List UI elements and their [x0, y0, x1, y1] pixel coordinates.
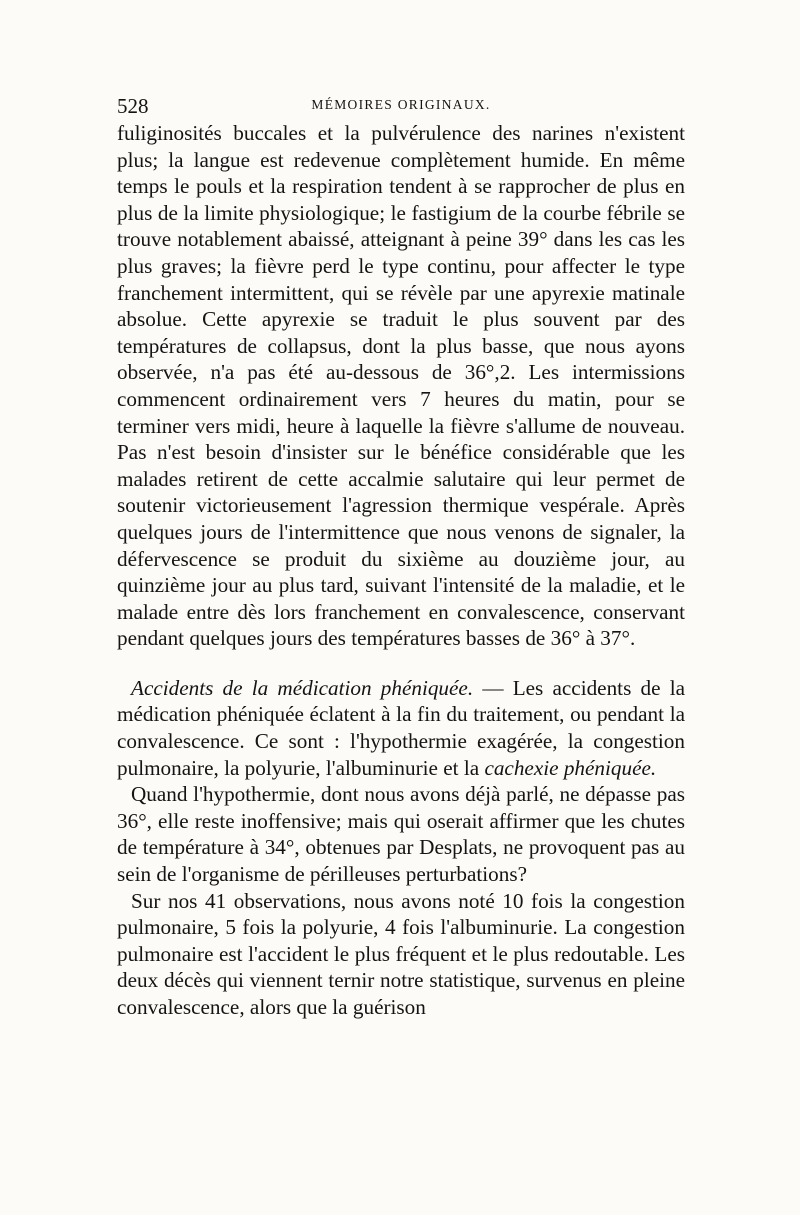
paragraph-2-text: — Les accidents de la médication phéniquée éclatent à la fin du traitement, ou pendant la convalescence. Ce sont : l'hypothermie exagérée, la congestion pulmonaire, la polyurie, l'albuminurie et la [117, 675, 685, 780]
running-title: MÉMOIRES ORIGINAUX. [311, 97, 491, 112]
page-content [117, 94, 685, 1021]
paragraph-1: fuliginosités buccales et la pulvérulence des narines n'existent plus; la langue est redevenue complètement humide. En même temps le pouls et la respiration tendent à se rapprocher de plus en plus de la limite physiologique; le fastigium de la courbe fébrile se trouve notablement abaissé, atteignant à peine 39° dans les cas les plus graves; la fièvre perd le type continu, pour affecter le type franchement intermittent, qui se révèle par une apyrexie matinale absolue. Cette apyrexie se traduit le plus souvent par des températures de collapsus, dont la plus basse, que nous ayons observée, n'a pas été au-dessous de 36°,2. Les intermissions commencent ordinairement vers 7 heures du matin, pour se terminer vers midi, heure à laquelle la fièvre s'allume de nouveau. Pas n'est besoin d'insister sur le bénéfice considérable que les malades retirent de cette accalmie salutaire qui leur permet de soutenir victorieusement l'agression thermique vespérale. Après quelques jours de l'intermittence que nous venons de signaler, la défervescence se produit du sixième au douzième jour, au quinzième jour au plus tard, suivant l'intensité de la maladie, et le malade entre dès lors franchement en convalescence, conservant pendant quelques jours des températures basses de 36° à 37°. [117, 121, 685, 651]
section-heading: Accidents de la médication phéniquée. [131, 675, 474, 700]
paragraph-2-italic-term: cachexie phéniquée. [484, 755, 657, 780]
page-header [117, 94, 685, 120]
paragraph-3: Quand l'hypothermie, dont nous avons déjà parlé, ne dépasse pas 36°, elle reste inoffensive; mais qui oserait affirmer que les chutes de température à 34°, obtenues par Desplats, ne provoquent pas au sein de l'organisme de périlleuses perturbations? [117, 782, 685, 887]
page-number: 528 [117, 94, 149, 118]
paragraph-4: Sur nos 41 observations, nous avons noté 10 fois la congestion pulmonaire, 5 fois la polyurie, 4 fois l'albuminurie. La congestion pulmonaire est l'accident le plus fréquent et le plus redoutable. Les deux décès qui viennent ternir notre statistique, survenus en pleine convalescence, alors que la guérison [117, 888, 685, 1019]
paragraph-2 [117, 675, 685, 781]
